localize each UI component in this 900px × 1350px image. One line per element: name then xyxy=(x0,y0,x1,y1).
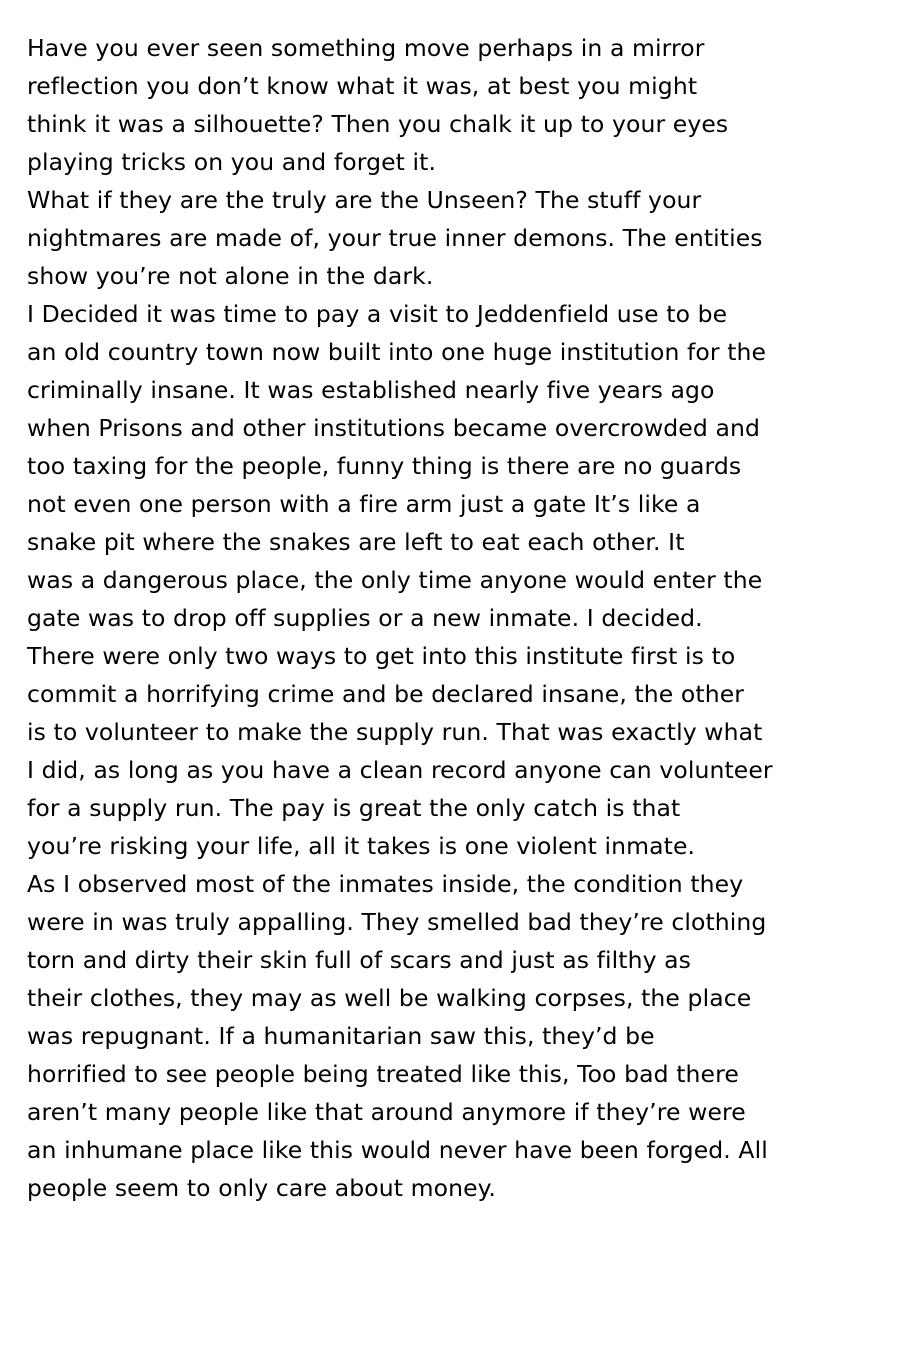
text-line: aren’t many people like that around anymore if they’re were xyxy=(27,1098,746,1126)
text-line: you’re risking your life, all it takes is one violent inmate. xyxy=(27,832,696,860)
text-line: commit a horrifying crime and be declared insane, the other xyxy=(27,680,745,708)
text-line: As I observed most of the inmates inside, the condition they xyxy=(27,870,744,898)
text-line: was a dangerous place, the only time anyone would enter the xyxy=(27,566,763,594)
text-line: not even one person with a fire arm just a gate It’s like a xyxy=(27,490,701,518)
text-line: think it was a silhouette? Then you chalk it up to your eyes xyxy=(27,110,729,138)
text-line: an inhumane place like this would never have been forged. All xyxy=(27,1136,768,1164)
text-line: was repugnant. If a humanitarian saw this, they’d be xyxy=(27,1022,655,1050)
text-line: I did, as long as you have a clean record anyone can volunteer xyxy=(27,756,773,784)
text-line: were in was truly appalling. They smelled bad they’re clothing xyxy=(27,908,767,936)
story-text xyxy=(27,29,877,1207)
text-line: their clothes, they may as well be walking corpses, the place xyxy=(27,984,752,1012)
text-line: I Decided it was time to pay a visit to Jeddenfield use to be xyxy=(27,300,728,328)
text-line: horrified to see people being treated like this, Too bad there xyxy=(27,1060,739,1088)
text-line: for a supply run. The pay is great the only catch is that xyxy=(27,794,681,822)
text-line: when Prisons and other institutions became overcrowded and xyxy=(27,414,760,442)
text-line: is to volunteer to make the supply run. That was exactly what xyxy=(27,718,763,746)
text-line: too taxing for the people, funny thing is there are no guards xyxy=(27,452,742,480)
text-line: What if they are the truly are the Unseen? The stuff your xyxy=(27,186,702,214)
text-line: gate was to drop off supplies or a new inmate. I decided. xyxy=(27,604,703,632)
text-line: criminally insane. It was established nearly five years ago xyxy=(27,376,715,404)
text-line: show you’re not alone in the dark. xyxy=(27,262,434,290)
text-line: an old country town now built into one huge institution for the xyxy=(27,338,767,366)
text-line: people seem to only care about money. xyxy=(27,1174,496,1202)
text-line: reflection you don’t know what it was, at best you might xyxy=(27,72,698,100)
text-line: nightmares are made of, your true inner demons. The entities xyxy=(27,224,763,252)
text-line: torn and dirty their skin full of scars and just as filthy as xyxy=(27,946,692,974)
text-line: There were only two ways to get into this institute first is to xyxy=(27,642,736,670)
text-line: snake pit where the snakes are left to eat each other. It xyxy=(27,528,685,556)
text-line: Have you ever seen something move perhaps in a mirror xyxy=(27,34,705,62)
text-line: playing tricks on you and forget it. xyxy=(27,148,437,176)
